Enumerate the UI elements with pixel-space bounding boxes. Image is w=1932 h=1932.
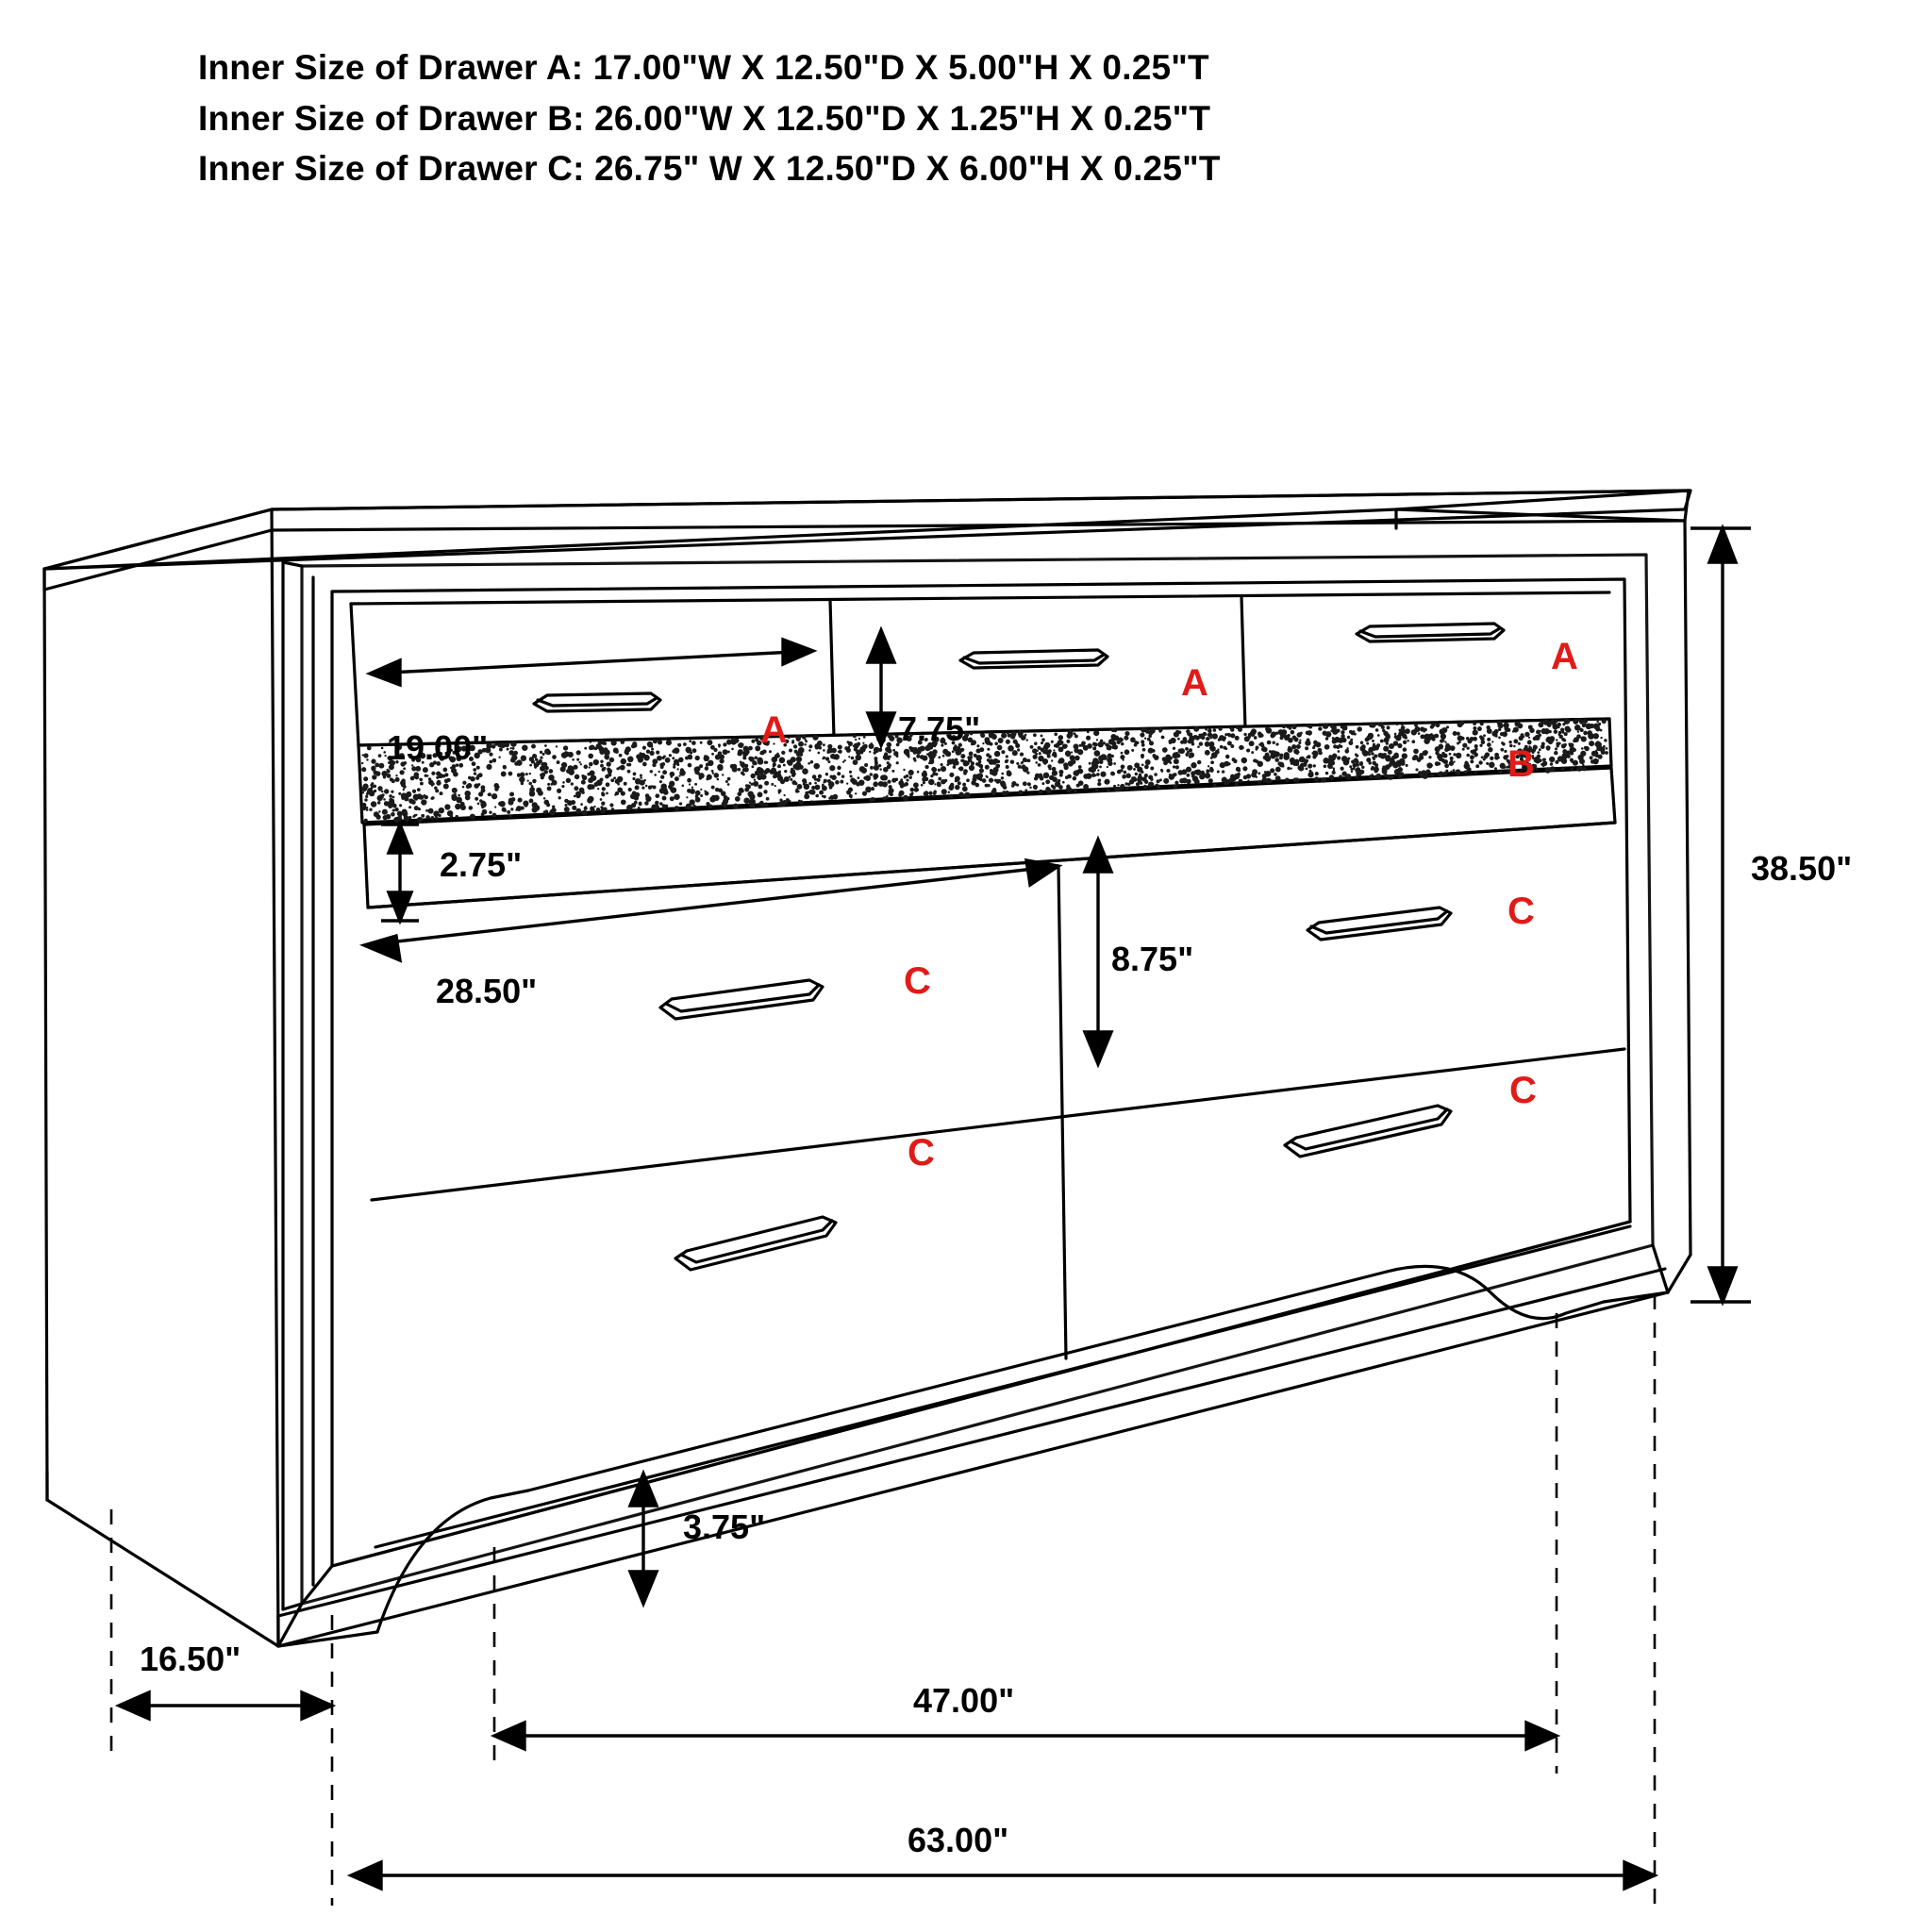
dim-label-38-50: 38.50" [1751,849,1853,888]
inner-size-note-a: Inner Size of Drawer A: 17.00"W X 12.50"D X 5.00"H X 0.25"T [198,48,1209,87]
drawer-label-a-left: A [760,709,788,751]
drawer-label-c-left-top: C [904,960,931,1002]
inner-size-note-c: Inner Size of Drawer C: 26.75" W X 12.50"D X 6.00"H X 0.25"T [198,149,1221,189]
right-outer-edge [1685,521,1690,1255]
handle-c-right-top [1307,908,1451,940]
left-bottom-edge [47,1500,278,1646]
drawer-label-b: B [1507,743,1535,785]
drawer-label-a-middle: A [1181,662,1208,704]
handle-a-right [1357,624,1504,641]
inner-size-note-b: Inner Size of Drawer B: 26.00"W X 12.50"D X 1.25"H X 0.25"T [198,98,1211,138]
dim-label-28-50: 28.50" [436,972,538,1010]
drawer-a-top-line [351,592,1609,604]
dim-label-8-75: 8.75" [1111,940,1194,978]
dim-label-16-50: 16.50" [140,1640,242,1678]
drawer-label-c-right-bottom: C [1509,1070,1537,1111]
front-bottom-edge [278,1255,1690,1646]
dim-label-2-75: 2.75" [440,845,523,884]
drawer-c-top-line [368,823,1615,908]
dim-label-3-75: 3.75" [683,1507,766,1546]
handle-c-left-top [660,980,823,1019]
dim-label-47-00: 47.00" [913,1681,1015,1720]
drawer-label-c-left-bottom: C [908,1132,935,1174]
handle-a-left [534,693,660,711]
dim-label-19-00: 19.00" [387,728,489,767]
drawer-c-divider [1058,866,1066,1358]
dim-label-63-00: 63.00" [908,1821,1009,1859]
left-back-edge [44,569,47,1500]
drawer-a-divider-1 [830,600,834,738]
drawer-label-a-right: A [1551,636,1578,677]
drawer-label-c-right-top: C [1507,891,1535,932]
dim-line-19 [370,651,813,674]
left-front-edge [272,509,278,1646]
toe-kick-left-curve [377,1491,528,1632]
drawer-a-divider-2 [1241,596,1245,728]
dim-label-7-75: 7.75" [898,709,981,748]
handle-a-middle [960,650,1108,668]
